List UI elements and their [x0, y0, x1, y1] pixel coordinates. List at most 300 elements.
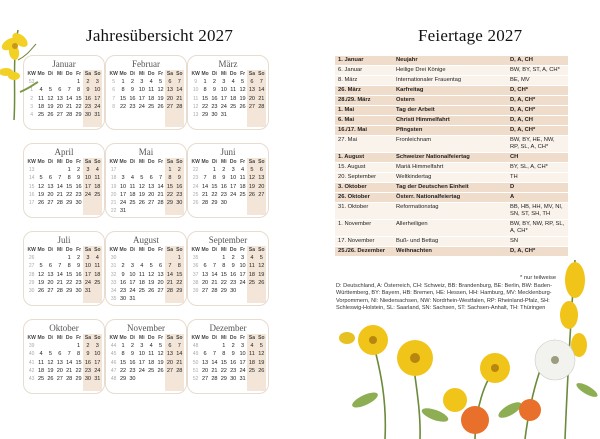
day-cell: 2 — [121, 263, 125, 270]
holiday-row — [335, 193, 568, 203]
day-cell: 5 — [159, 343, 163, 350]
day-cell: 19 — [47, 367, 54, 374]
week-number: 39 — [192, 288, 199, 295]
day-cell: 26 — [138, 200, 145, 207]
week-number: 1 — [30, 87, 34, 94]
day-cell: 7 — [165, 262, 174, 270]
day-cell: 17 — [94, 359, 101, 366]
day-cell — [137, 166, 146, 174]
day-cell — [147, 166, 156, 174]
day-cell: 17 — [119, 191, 127, 198]
day-cell: 9 — [121, 271, 125, 278]
day-cell: 8 — [77, 351, 81, 358]
day-cell: 21 — [211, 279, 218, 286]
weekday-header: Di — [47, 247, 53, 253]
day-cell: 2 — [212, 79, 216, 86]
holiday-regions: BE, MV — [507, 76, 568, 86]
day-cell: 19 — [37, 279, 45, 286]
day-cell: 15 — [66, 271, 73, 278]
day-cell: 25 — [37, 376, 45, 383]
day-cell: 4 — [149, 343, 153, 350]
weekday-header: Sa — [166, 247, 173, 253]
day-cell: 4 — [39, 87, 43, 94]
day-cell: 12 — [47, 359, 54, 366]
weekday-header: Mi — [221, 159, 227, 165]
week-number: 41 — [28, 359, 35, 366]
week-number: 43 — [28, 376, 35, 383]
day-cell: 14 — [66, 95, 73, 102]
day-cell: 30 — [119, 296, 127, 303]
day-cell: 30 — [75, 288, 82, 295]
day-cell: 19 — [138, 191, 145, 198]
day-cell: 9 — [130, 87, 134, 94]
day-cell: 12 — [37, 271, 45, 278]
week-number: 52 — [192, 376, 199, 383]
day-cell — [238, 199, 247, 207]
day-cell: 19 — [148, 279, 155, 286]
week-number: 30 — [110, 255, 117, 262]
weekday-header: Mo — [201, 335, 209, 341]
weekday-header: Mo — [201, 71, 209, 77]
day-cell: 14 — [176, 87, 183, 94]
holiday-name: Karfreitag — [393, 86, 507, 96]
day-cell: 1 — [212, 167, 216, 174]
day-cell — [229, 199, 238, 207]
day-cell: 24 — [230, 191, 237, 198]
day-cell: 16 — [176, 183, 183, 190]
day-cell — [200, 295, 209, 303]
day-cell — [36, 119, 45, 127]
week-number — [27, 295, 36, 303]
week-number: 50 — [192, 359, 199, 366]
day-cell: 7 — [58, 263, 62, 270]
week-number: 27 — [28, 263, 35, 270]
weekday-header: KW — [109, 335, 118, 341]
day-cell — [65, 119, 74, 127]
weekday-header: KW — [27, 335, 36, 341]
weekday-header: KW — [109, 247, 118, 253]
holiday-row — [335, 76, 568, 86]
holiday-date: 3. Oktober — [335, 183, 393, 193]
day-cell — [200, 342, 209, 350]
day-cell: 6 — [58, 351, 62, 358]
month-table — [109, 70, 184, 127]
day-cell: 22 — [75, 367, 82, 374]
day-cell: 7 — [159, 175, 163, 182]
region-legend: D: Deutschland, A: Österreich, CH: Schweiz, BB: Brandenburg, BE: Berlin, BW: Baden-Württemberg, BY: Bayern, HB: Bremen, HE: Hessen, HH: Hamburg, MV: Mecklenburg-Vorpommern, NI: Niedersachsen, NW: Nordrhein-Westfalen, RP: Rheinland-Pfalz, SH: Schleswig-Holstein, SL: Saarland, SN: Sachsen, ST: Sachsen-Anhalt, TH: Thüringen — [336, 283, 552, 312]
day-cell: 8 — [175, 262, 184, 270]
day-cell — [247, 119, 256, 127]
week-number: 31 — [110, 263, 117, 270]
day-cell: 5 — [48, 351, 52, 358]
day-cell: 1 — [77, 79, 81, 86]
holiday-regions: D, A, CH* — [507, 247, 568, 257]
day-cell: 6 — [165, 342, 174, 350]
day-cell: 4 — [247, 254, 256, 262]
day-cell: 24 — [119, 200, 127, 207]
day-cell — [229, 295, 238, 303]
day-cell: 15 — [201, 95, 209, 102]
week-number: 48 — [110, 376, 117, 383]
day-cell: 13 — [201, 271, 209, 278]
day-cell: 23 — [220, 191, 227, 198]
day-cell: 6 — [48, 175, 52, 182]
day-cell: 6 — [247, 78, 256, 86]
week-number: 26 — [192, 200, 199, 207]
day-cell: 25 — [94, 279, 101, 286]
day-cell: 11 — [38, 359, 44, 366]
week-number: 13 — [28, 167, 35, 174]
week-number — [27, 207, 36, 215]
day-cell — [93, 383, 102, 391]
day-cell — [93, 295, 102, 303]
day-cell: 15 — [176, 271, 183, 278]
day-cell: 28 — [157, 200, 164, 207]
week-number: 15 — [28, 183, 35, 190]
day-cell: 1 — [203, 79, 207, 86]
week-number — [27, 383, 36, 391]
day-cell: 17 — [220, 95, 227, 102]
day-cell — [165, 119, 174, 127]
day-cell: 11 — [94, 175, 101, 182]
day-cell: 11 — [148, 351, 155, 358]
holiday-date: 26. Oktober — [335, 193, 393, 203]
day-cell: 3 — [83, 166, 92, 174]
day-cell: 30 — [176, 200, 183, 207]
day-cell: 17 — [94, 95, 101, 102]
day-cell: 8 — [77, 87, 81, 94]
month-3 — [187, 55, 269, 130]
day-cell — [238, 207, 247, 215]
day-cell — [200, 254, 209, 262]
page-title: Jahresübersicht 2027 — [86, 26, 234, 45]
weekday-header: KW — [109, 159, 118, 165]
day-cell — [229, 383, 238, 391]
day-cell — [200, 207, 209, 215]
day-cell: 15 — [75, 359, 82, 366]
day-cell — [165, 254, 174, 262]
weekday-header: Mi — [57, 159, 63, 165]
day-cell: 24 — [239, 279, 246, 286]
day-cell: 8 — [67, 175, 71, 182]
weekday-header: Mo — [119, 159, 127, 165]
day-cell: 29 — [176, 288, 183, 295]
day-cell — [175, 119, 184, 127]
holiday-regions: BY, SL, A, CH* — [507, 163, 568, 173]
day-cell: 1 — [77, 343, 81, 350]
day-cell: 25 — [94, 191, 101, 198]
day-cell: 12 — [157, 351, 164, 358]
weekday-header: So — [94, 335, 101, 341]
day-cell: 25 — [138, 288, 145, 295]
footnote: * nur teilweise — [520, 275, 557, 281]
day-cell — [118, 383, 127, 391]
day-cell: 17 — [84, 183, 92, 190]
day-cell — [165, 111, 174, 119]
day-cell: 29 — [201, 112, 209, 119]
day-cell — [247, 295, 256, 303]
weekday-header: Mo — [37, 159, 45, 165]
week-number: 37 — [192, 271, 199, 278]
holiday-date: 26. März — [335, 86, 393, 96]
day-cell — [93, 287, 102, 295]
weekday-header: Mo — [119, 335, 127, 341]
day-cell: 14 — [157, 183, 164, 190]
weekday-header: Do — [65, 335, 73, 341]
weekday-header: Sa — [248, 159, 255, 165]
week-number: 26 — [28, 255, 35, 262]
day-cell: 23 — [211, 103, 218, 110]
day-cell: 21 — [258, 95, 265, 102]
day-cell — [156, 119, 165, 127]
holiday-regions: D, A, CH* — [507, 106, 568, 116]
day-cell: 3 — [83, 254, 92, 262]
month-7 — [23, 231, 105, 306]
day-cell: 17 — [138, 359, 145, 366]
day-cell: 27 — [166, 103, 174, 110]
day-cell: 2 — [130, 343, 134, 350]
day-cell: 15 — [75, 95, 82, 102]
day-cell: 3 — [121, 175, 125, 182]
day-cell — [165, 383, 174, 391]
weekday-header: So — [176, 335, 183, 341]
day-cell: 5 — [257, 254, 266, 262]
day-cell — [46, 342, 55, 350]
weekday-header: Fr — [240, 71, 246, 77]
day-cell: 9 — [175, 174, 184, 182]
holiday-regions: A — [507, 193, 568, 203]
weekday-header: Sa — [166, 335, 173, 341]
day-cell: 12 — [138, 183, 145, 190]
day-cell: 6 — [149, 175, 153, 182]
weekday-header: Do — [65, 247, 73, 253]
weekday-header: Fr — [76, 71, 82, 77]
day-cell: 8 — [67, 263, 71, 270]
day-cell — [93, 199, 102, 207]
month-table — [191, 70, 266, 127]
day-cell: 7 — [257, 78, 266, 86]
weekday-header: Do — [147, 335, 155, 341]
day-cell: 2 — [130, 79, 134, 86]
holiday-row — [335, 106, 568, 116]
weekday-header: Mi — [221, 335, 227, 341]
day-cell: 16 — [129, 359, 136, 366]
day-cell: 18 — [230, 95, 237, 102]
day-cell: 13 — [157, 271, 164, 278]
week-number: 35 — [192, 255, 199, 262]
day-cell — [46, 254, 55, 262]
holiday-row — [335, 173, 568, 183]
day-cell: 3 — [222, 79, 226, 86]
day-cell — [128, 383, 137, 391]
day-cell: 12 — [37, 183, 45, 190]
weekday-header: Di — [129, 71, 135, 77]
day-cell: 10 — [138, 87, 145, 94]
day-cell: 21 — [157, 191, 164, 198]
day-cell — [55, 78, 64, 86]
day-cell: 31 — [220, 112, 227, 119]
day-cell — [93, 119, 102, 127]
holiday-regions: D, A, CH — [507, 56, 568, 66]
day-cell: 3 — [241, 255, 245, 262]
day-cell — [229, 119, 238, 127]
day-cell: 19 — [37, 191, 45, 198]
day-cell: 14 — [176, 351, 183, 358]
day-cell — [257, 199, 266, 207]
day-cell: 22 — [75, 103, 82, 110]
day-cell: 7 — [67, 87, 71, 94]
month-name: August — [132, 235, 159, 245]
day-cell: 15 — [220, 271, 227, 278]
day-cell: 3 — [241, 343, 245, 350]
day-cell — [46, 383, 55, 391]
holiday-row — [335, 136, 568, 153]
day-cell — [165, 295, 174, 303]
weekday-header: Do — [147, 159, 155, 165]
day-cell — [65, 383, 74, 391]
day-cell: 29 — [220, 376, 227, 383]
day-cell: 7 — [175, 342, 184, 350]
week-number: 45 — [110, 351, 117, 358]
week-number — [191, 383, 200, 391]
day-cell: 12 — [258, 263, 265, 270]
day-cell: 18 — [148, 359, 155, 366]
month-name: Februar — [132, 59, 160, 69]
month-11 — [105, 319, 187, 394]
day-cell: 26 — [258, 279, 265, 286]
weekday-header: Mi — [57, 335, 63, 341]
day-cell — [247, 111, 256, 119]
day-cell — [137, 207, 146, 215]
day-cell: 31 — [129, 296, 136, 303]
weekday-header: KW — [109, 71, 118, 77]
holiday-date: 20. September — [335, 173, 393, 183]
day-cell: 30 — [230, 288, 237, 295]
day-cell — [55, 342, 64, 350]
day-cell: 30 — [75, 200, 82, 207]
day-cell — [219, 119, 228, 127]
day-cell: 11 — [249, 351, 255, 358]
day-cell: 24 — [94, 103, 101, 110]
day-cell: 24 — [138, 103, 145, 110]
day-cell: 16 — [211, 95, 218, 102]
weekday-header: Di — [47, 335, 53, 341]
week-number: 49 — [192, 351, 199, 358]
day-cell: 20 — [201, 279, 209, 286]
week-number: 13 — [192, 112, 199, 119]
day-cell: 24 — [84, 279, 92, 286]
week-number: 20 — [110, 191, 117, 198]
day-cell — [257, 207, 266, 215]
day-cell: 13 — [47, 271, 54, 278]
weekday-header: KW — [191, 159, 200, 165]
holiday-regions: D — [507, 183, 568, 193]
weekday-header: Di — [129, 159, 135, 165]
day-cell: 5 — [159, 79, 163, 86]
day-cell — [210, 342, 219, 350]
flower-illustration-right — [325, 240, 600, 439]
weekday-header: Do — [65, 71, 73, 77]
day-cell — [137, 375, 146, 383]
day-cell: 14 — [211, 271, 218, 278]
holiday-date: 25./26. Dezember — [335, 247, 393, 257]
month-table — [109, 246, 184, 303]
holiday-name: Heilige Drei Könige — [393, 66, 507, 76]
day-cell — [137, 254, 146, 262]
day-cell: 27 — [157, 288, 164, 295]
day-cell: 9 — [130, 351, 134, 358]
day-cell — [238, 111, 247, 119]
day-cell: 16 — [230, 271, 237, 278]
day-cell: 9 — [231, 351, 235, 358]
day-cell: 18 — [37, 367, 45, 374]
weekday-header: Mo — [201, 159, 209, 165]
holiday-date: 27. Mai — [335, 136, 393, 153]
day-cell — [74, 207, 83, 215]
day-cell: 21 — [211, 367, 218, 374]
day-cell: 23 — [129, 367, 136, 374]
day-cell: 1 — [67, 255, 71, 262]
day-cell: 28 — [258, 103, 265, 110]
day-cell: 13 — [166, 87, 174, 94]
day-cell: 4 — [93, 166, 102, 174]
day-cell: 5 — [247, 166, 256, 174]
day-cell: 20 — [157, 279, 164, 286]
day-cell — [46, 78, 55, 86]
day-cell: 24 — [138, 367, 145, 374]
day-cell: 20 — [258, 183, 265, 190]
day-cell — [118, 254, 127, 262]
day-cell: 20 — [166, 95, 174, 102]
day-cell — [156, 383, 165, 391]
day-cell — [83, 295, 92, 303]
month-5 — [105, 143, 187, 218]
day-cell: 13 — [166, 351, 174, 358]
week-number: 36 — [192, 263, 199, 270]
day-cell: 2 — [77, 167, 81, 174]
month-name: Oktober — [49, 323, 79, 333]
week-number: 6 — [112, 87, 116, 94]
day-cell: 28 — [166, 288, 174, 295]
day-cell — [118, 119, 127, 127]
holiday-table — [335, 56, 568, 257]
day-cell: 20 — [47, 279, 54, 286]
day-cell: 25 — [37, 112, 45, 119]
holiday-regions: D, A, CH* — [507, 96, 568, 106]
day-cell — [229, 207, 238, 215]
day-cell — [137, 119, 146, 127]
day-cell: 13 — [201, 359, 209, 366]
day-cell: 6 — [257, 166, 266, 174]
day-cell: 29 — [220, 288, 227, 295]
day-cell: 21 — [56, 191, 63, 198]
day-cell — [74, 383, 83, 391]
day-cell: 8 — [222, 351, 226, 358]
weekday-header: Fr — [76, 159, 82, 165]
holiday-regions: D, CH* — [507, 86, 568, 96]
weekday-header: Mo — [201, 247, 209, 253]
day-cell: 16 — [119, 279, 127, 286]
day-cell — [247, 199, 256, 207]
day-cell — [210, 119, 219, 127]
day-cell — [65, 207, 74, 215]
day-cell: 16 — [75, 183, 82, 190]
week-number: 4 — [30, 112, 34, 119]
holiday-regions: TH — [507, 173, 568, 183]
day-cell: 29 — [119, 376, 127, 383]
weekday-header: So — [94, 159, 101, 165]
day-cell: 29 — [75, 376, 82, 383]
